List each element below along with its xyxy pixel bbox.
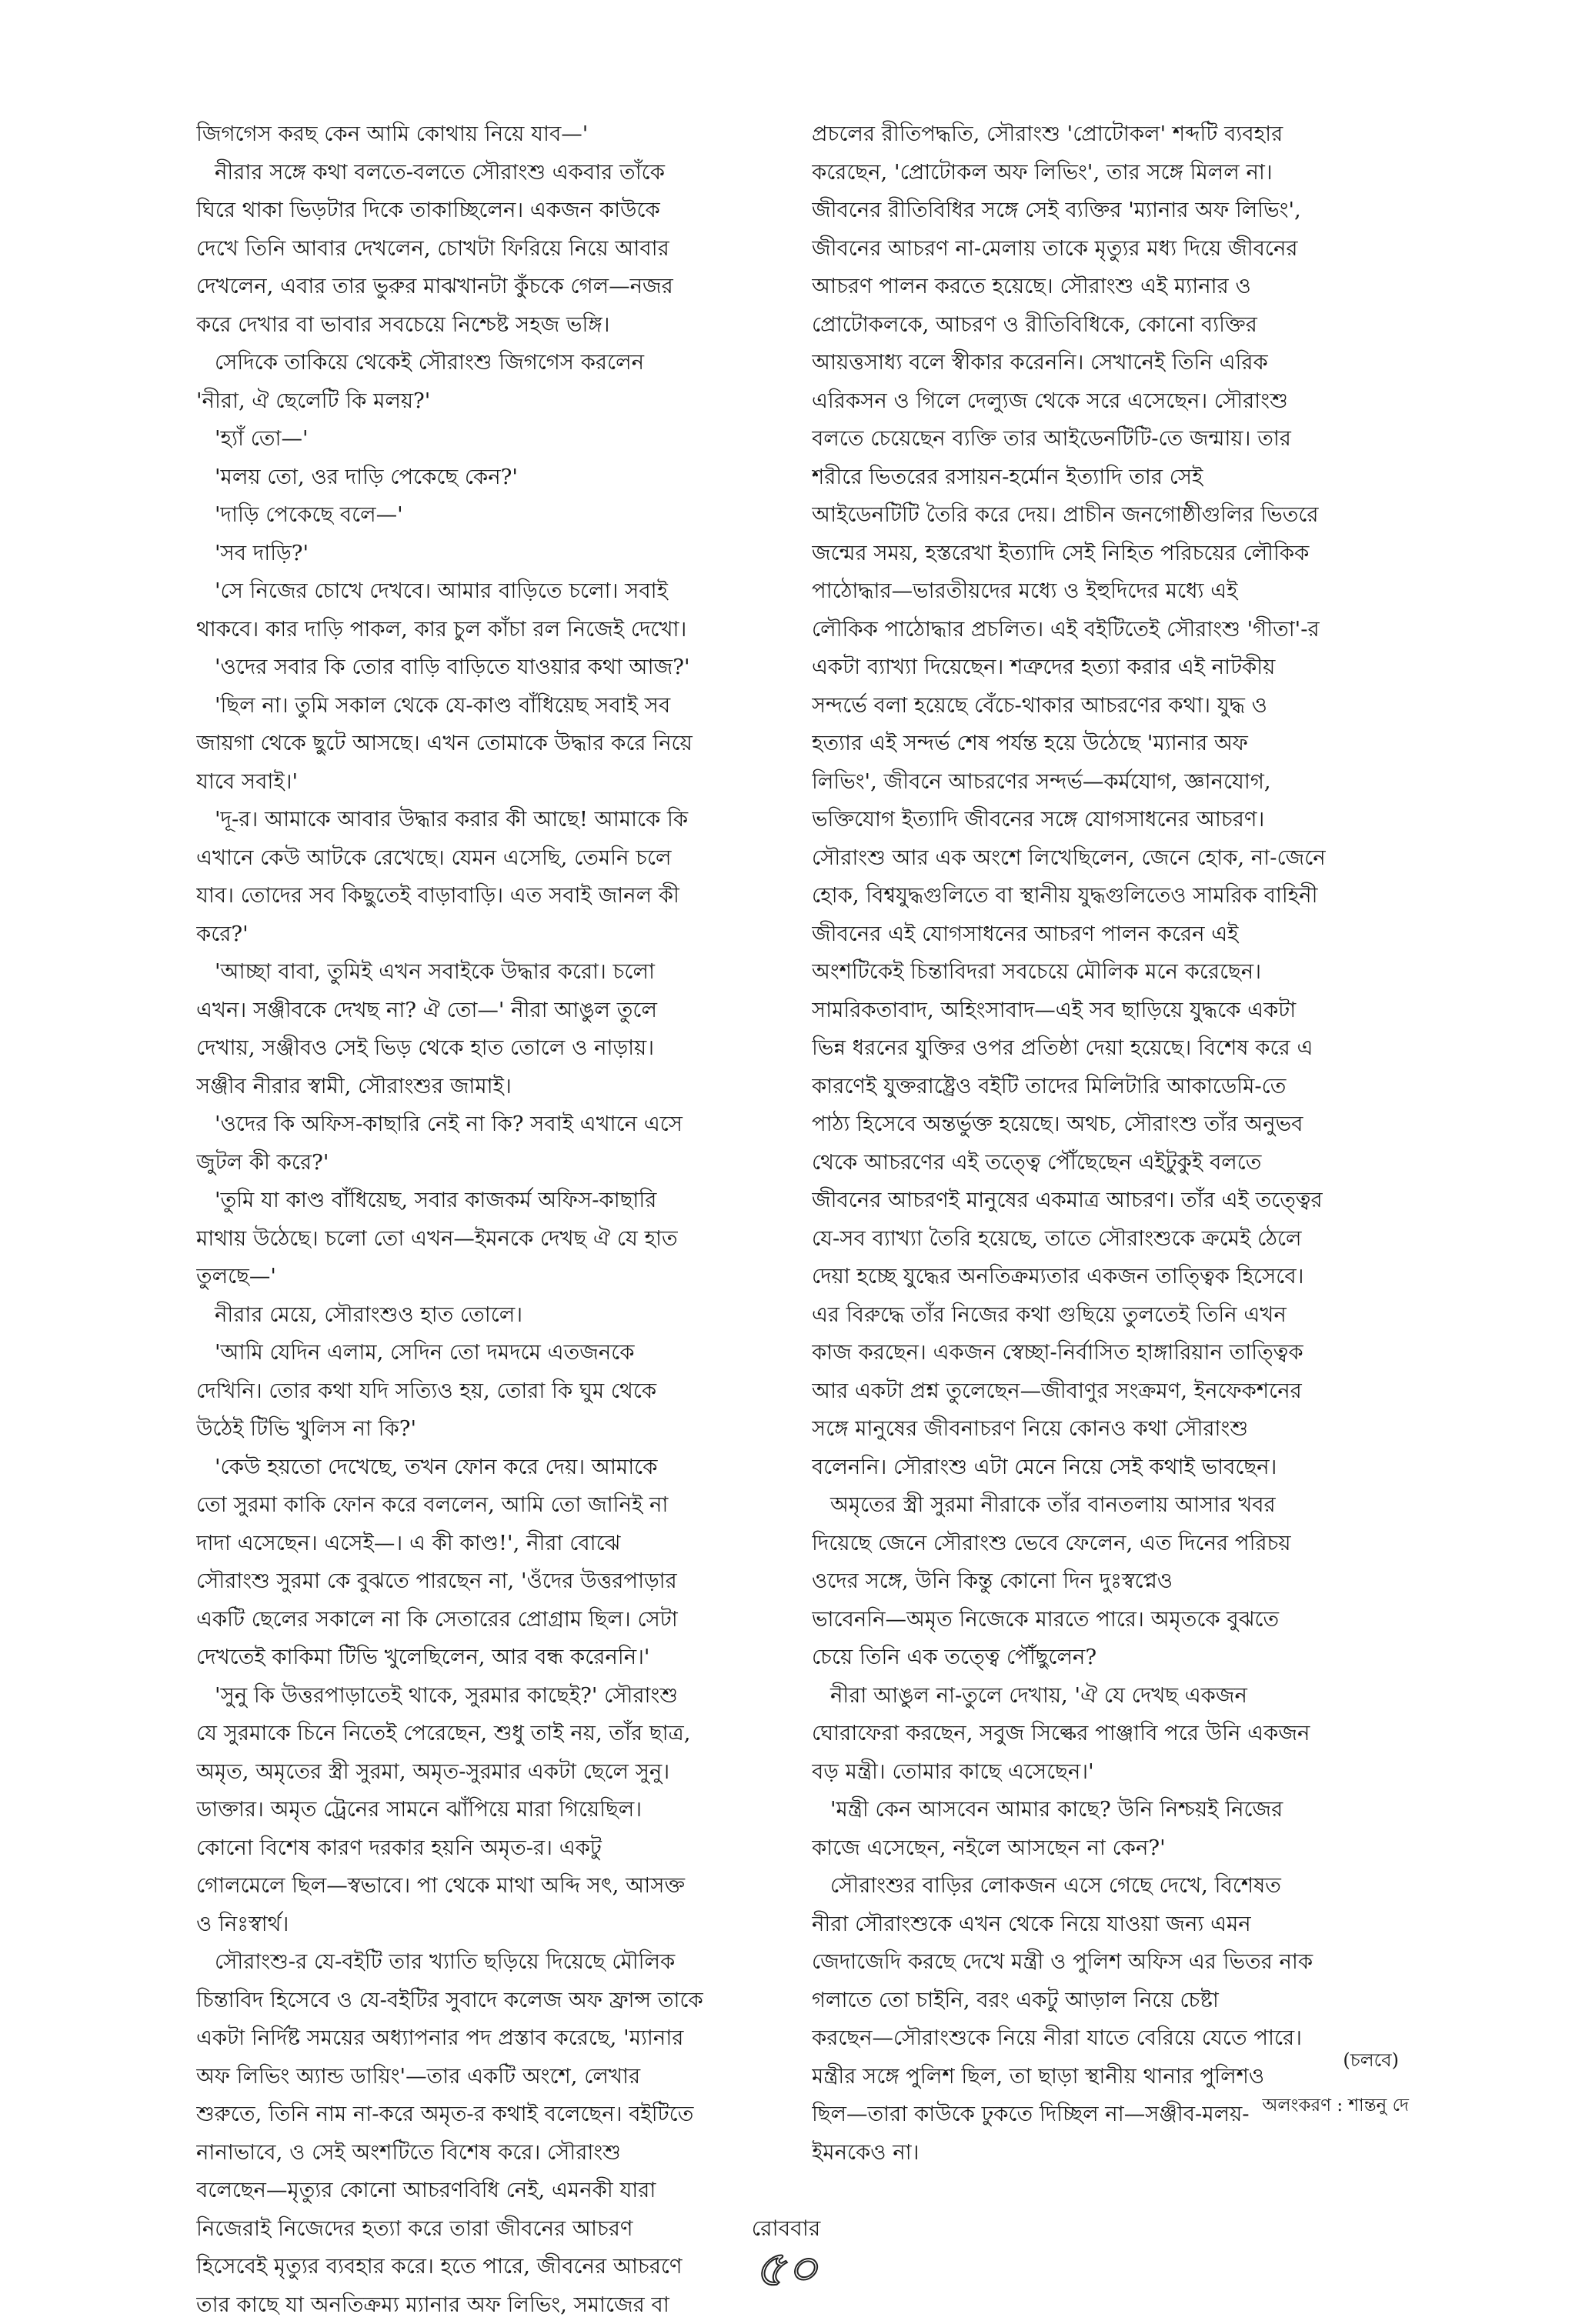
text-line: ছিল—তারা কাউকে ঢুকতে দিচ্ছিল না—সঞ্জীব-মলয়- xyxy=(812,2096,1381,2134)
text-line: ভাবেননি—অমৃত নিজেকে মারতে পারে। অমৃতকে বুঝতে xyxy=(812,1601,1381,1639)
text-line: যাব। তোদের সব কিছুতেই বাড়াবাড়ি। এত সবাই জানল কী xyxy=(196,877,766,915)
text-line: চিন্তাবিদ হিসেবে ও যে-বইটির সুবাদে কলেজ অফ ফ্রান্স তাকে xyxy=(196,1982,766,2020)
text-line: উঠেই টিভি খুলিস না কি?' xyxy=(196,1410,766,1449)
text-line: জীবনের আচরণ না-মেলায় তাকে মৃত্যুর মধ্য দিয়ে জীবনের xyxy=(812,230,1381,268)
text-line: বলতে চেয়েছেন ব্যক্তি তার আইডেনটিটি-তে জন্মায়। তার xyxy=(812,420,1381,458)
text-line: নীরার সঙ্গে কথা বলতে-বলতে সৌরাংশু একবার তাঁকে xyxy=(196,154,766,192)
text-line: জীবনের এই যোগসাধনের আচরণ পালন করেন এই xyxy=(812,915,1381,954)
text-line: দেখিনি। তোর কথা যদি সত্যিও হয়, তোরা কি ঘুম থেকে xyxy=(196,1372,766,1411)
text-line: সৌরাংশু আর এক অংশে লিখেছিলেন, জেনে হোক, না-জেনে xyxy=(812,839,1381,878)
text-line: এখন। সঞ্জীবকে দেখছ না? ঐ তো—' নীরা আঙুল তুলে xyxy=(196,992,766,1030)
text-line: জায়গা থেকে ছুটে আসছে। এখন তোমাকে উদ্ধার করে নিয়ে xyxy=(196,725,766,763)
text-line: একটা নির্দিষ্ট সময়ের অধ্যাপনার পদ প্রস্তাব করেছে, 'ম্যানার xyxy=(196,2019,766,2058)
text-line: করে?' xyxy=(196,915,766,954)
text-line: বড় মন্ত্রী। তোমার কাছে এসেছেন।' xyxy=(812,1753,1381,1792)
text-line: 'ছিল না। তুমি সকাল থেকে যে-কাণ্ড বাঁধিয়েছ সবাই সব xyxy=(196,687,766,725)
text-line: জীবনের রীতিবিধির সঙ্গে সেই ব্যক্তির 'ম্যানার অফ লিভিং', xyxy=(812,192,1381,230)
text-line: যে-সব ব্যাখ্যা তৈরি হয়েছে, তাতে সৌরাংশুকে ক্রমেই ঠেলে xyxy=(812,1220,1381,1259)
text-line: নীরা সৌরাংশুকে এখন থেকে নিয়ে যাওয়া জন্য এমন xyxy=(812,1906,1381,1944)
text-line: ঘিরে থাকা ভিড়টার দিকে তাকাচ্ছিলেন। একজন কাউকে xyxy=(196,192,766,230)
text-line: জীবনের আচরণই মানুষের একমাত্র আচরণ। তাঁর এই তত্ত্বের xyxy=(812,1182,1381,1220)
text-line: প্রচলের রীতিপদ্ধতি, সৌরাংশু 'প্রোটোকল' শব্দটি ব্যবহার xyxy=(812,115,1381,154)
text-line: দেখে তিনি আবার দেখলেন, চোখটা ফিরিয়ে নিয়ে আবার xyxy=(196,230,766,268)
text-line: 'মলয় তো, ওর দাড়ি পেকেছে কেন?' xyxy=(196,458,766,497)
text-line: হিসেবেই মৃত্যুর ব্যবহার করে। হতে পারে, জীবনের আচরণে xyxy=(196,2248,766,2286)
text-line: দেয়া হচ্ছে যুদ্ধের অনতিক্রম্যতার একজন তাত্ত্বিক হিসেবে। xyxy=(812,1258,1381,1296)
text-line: এর বিরুদ্ধে তাঁর নিজের কথা গুছিয়ে তুলতেই তিনি এখন xyxy=(812,1296,1381,1335)
text-line: জিগগেস করছ কেন আমি কোথায় নিয়ে যাব—' xyxy=(196,115,766,154)
text-line: চেয়ে তিনি এক তত্ত্বে পৌঁছুলেন? xyxy=(812,1639,1381,1677)
text-line: সামরিকতাবাদ, অহিংসাবাদ—এই সব ছাড়িয়ে যুদ্ধকে একটা xyxy=(812,992,1381,1030)
text-line: কাজ করছেন। একজন স্বেচ্ছা-নির্বাসিত হাঙ্গারিয়ান তাত্ত্বিক xyxy=(812,1334,1381,1372)
text-line: থেকে আচরণের এই তত্ত্বে পৌঁছেছেন এইটুকুই বলতে xyxy=(812,1144,1381,1182)
text-line: লিভিং', জীবনে আচরণের সন্দর্ভ—কর্মযোগ, জ্ঞানযোগ, xyxy=(812,763,1381,802)
text-line: 'ওদের কি অফিস-কাছারি নেই না কি? সবাই এখানে এসে xyxy=(196,1105,766,1144)
text-line: যে সুরমাকে চিনে নিতেই পেরেছেন, শুধু তাই নয়, তাঁর ছাত্র, xyxy=(196,1715,766,1753)
text-line: এখানে কেউ আটকে রেখেছে। যেমন এসেছি, তেমনি চলে xyxy=(196,839,766,878)
text-line: সঙ্গে মানুষের জীবনাচরণ নিয়ে কোনও কথা সৌরাংশু xyxy=(812,1410,1381,1449)
text-line: জন্মের সময়, হস্তরেখা ইত্যাদি সেই নিহিত পরিচয়ের লৌকিক xyxy=(812,535,1381,573)
text-line: করে দেখার বা ভাবার সবচেয়ে নিশ্চেষ্ট সহজ ভঙ্গি। xyxy=(196,306,766,345)
continued-note: (চলবে) xyxy=(1343,2046,1399,2077)
text-line: করেছেন, 'প্রোটোকল অফ লিভিং', তার সঙ্গে মিলল না। xyxy=(812,154,1381,192)
text-line: 'নীরা, ঐ ছেলেটি কি মলয়?' xyxy=(196,382,766,421)
text-line: অমৃতের স্ত্রী সুরমা নীরাকে তাঁর বানতলায় আসার খবর xyxy=(812,1486,1381,1525)
text-line: 'মন্ত্রী কেন আসবেন আমার কাছে? উনি নিশ্চয়ই নিজের xyxy=(812,1791,1381,1829)
text-line: আইডেনটিটি তৈরি করে দেয়। প্রাচীন জনগোষ্ঠীগুলির ভিতরে xyxy=(812,496,1381,535)
text-line: জেদাজেদি করছে দেখে মন্ত্রী ও পুলিশ অফিস এর ভিতর নাক xyxy=(812,1943,1381,1982)
text-line: 'কেউ হয়তো দেখেছে, তখন ফোন করে দেয়। আমাকে xyxy=(196,1449,766,1487)
text-line: জুটল কী করে?' xyxy=(196,1144,766,1182)
text-line: সঞ্জীব নীরার স্বামী, সৌরাংশুর জামাই। xyxy=(196,1068,766,1106)
text-line: পাঠোদ্ধার—ভারতীয়দের মধ্যে ও ইহুদিদের মধ্যে এই xyxy=(812,572,1381,611)
text-line: কারণেই যুক্তরাষ্ট্রেও বইটি তাদের মিলিটারি আকাডেমি-তে xyxy=(812,1068,1381,1106)
text-line: থাকবে। কার দাড়ি পাকল, কার চুল কাঁচা রল নিজেই দেখো। xyxy=(196,611,766,649)
text-line: শুরুতে, তিনি নাম না-করে অমৃত-র কথাই বলেছেন। বইটিতে xyxy=(196,2096,766,2134)
text-line: ভক্তিযোগ ইত্যাদি জীবনের সঙ্গে যোগসাধনের আচরণ। xyxy=(812,801,1381,839)
text-line: গলাতে তো চাইনি, বরং একটু আড়াল নিয়ে চেষ্টা xyxy=(812,1982,1381,2020)
text-line: ভিন্ন ধরনের যুক্তির ওপর প্রতিষ্ঠা দেয়া হয়েছে। বিশেষ করে এ xyxy=(812,1029,1381,1068)
text-line: 'সব দাড়ি?' xyxy=(196,535,766,573)
text-line: দেখলেন, এবার তার ভুরুর মাঝখানটা কুঁচকে গেল—নজর xyxy=(196,268,766,306)
text-line: ও নিঃস্বার্থ। xyxy=(196,1906,766,1944)
text-line: তুলছে—' xyxy=(196,1258,766,1296)
text-line: অংশটিকেই চিন্তাবিদরা সবচেয়ে মৌলিক মনে করেছেন। xyxy=(812,953,1381,992)
text-line: দাদা এসেছেন। এসেই—। এ কী কাণ্ড!', নীরা বোঝে xyxy=(196,1525,766,1563)
left-column xyxy=(196,115,766,2324)
text-line: অমৃত, অমৃতের স্ত্রী সুরমা, অমৃত-সুরমার একটা ছেলে সুনু। xyxy=(196,1753,766,1792)
text-line: বলেছেন—মৃত্যুর কোনো আচরণবিধি নেই, এমনকী যারা xyxy=(196,2172,766,2210)
text-line: আর একটা প্রশ্ন তুলেছেন—জীবাণুর সংক্রমণ, ইনফেকশনের xyxy=(812,1372,1381,1411)
text-line: দেখায়, সঞ্জীবও সেই ভিড় থেকে হাত তোলে ও নাড়ায়। xyxy=(196,1029,766,1068)
text-line: হোক, বিশ্বযুদ্ধগুলিতে বা স্থানীয় যুদ্ধগুলিতেও সামরিক বাহিনী xyxy=(812,877,1381,915)
text-line: মাথায় উঠেছে। চলো তো এখন—ইমনকে দেখছ ঐ যে হাত xyxy=(196,1220,766,1259)
text-line: দিয়েছে জেনে সৌরাংশু ভেবে ফেলেন, এত দিনের পরিচয় xyxy=(812,1525,1381,1563)
text-line: 'আমি যেদিন এলাম, সেদিন তো দমদমে এতজনকে xyxy=(196,1334,766,1372)
text-line: দেখতেই কাকিমা টিভি খুলেছিলেন, আর বন্ধ করেননি।' xyxy=(196,1639,766,1677)
text-line: সৌরাংশু সুরমা কে বুঝতে পারছেন না, 'ওঁদের উত্তরপাড়ার xyxy=(196,1562,766,1601)
text-line: 'আচ্ছা বাবা, তুমিই এখন সবাইকে উদ্ধার করো। চলো xyxy=(196,953,766,992)
text-line: 'দূ-র। আমাকে আবার উদ্ধার করার কী আছে! আমাকে কি xyxy=(196,801,766,839)
text-line: তো সুরমা কাকি ফোন করে বললেন, আমি তো জানিই না xyxy=(196,1486,766,1525)
text-line: পাঠ্য হিসেবে অন্তর্ভুক্ত হয়েছে। অথচ, সৌরাংশু তাঁর অনুভব xyxy=(812,1105,1381,1144)
illustration-credit: অলংকরণ : শান্তনু দে xyxy=(1262,2091,1409,2121)
text-line: তার কাছে যা অনতিক্রম্য ম্যানার অফ লিভিং, সমাজের বা xyxy=(196,2286,766,2324)
text-line: সৌরাংশুর বাড়ির লোকজন এসে গেছে দেখে, বিশেষত xyxy=(812,1867,1381,1906)
text-line: নিজেরাই নিজেদের হত্যা করে তারা জীবনের আচরণ xyxy=(196,2210,766,2249)
text-line: কাজে এসেছেন, নইলে আসছেন না কেন?' xyxy=(812,1829,1381,1868)
right-column xyxy=(812,115,1381,2172)
text-line: একটা ব্যাখ্যা দিয়েছেন। শত্রুদের হত্যা করার এই নাটকীয় xyxy=(812,649,1381,687)
text-line: কোনো বিশেষ কারণ দরকার হয়নি অমৃত-র। একটু xyxy=(196,1829,766,1868)
text-line: হত্যার এই সন্দর্ভ শেষ পর্যন্ত হয়ে উঠেছে 'ম্যানার অফ xyxy=(812,725,1381,763)
text-line: ইমনকেও না। xyxy=(812,2134,1381,2172)
text-line: সন্দর্ভে বলা হয়েছে বেঁচে-থাকার আচরণের কথা। যুদ্ধ ও xyxy=(812,687,1381,725)
text-line: এরিকসন ও গিলে দেল্যুজ থেকে সরে এসেছেন। সৌরাংশু xyxy=(812,382,1381,421)
text-line: বলেননি। সৌরাংশু এটা মেনে নিয়ে সেই কথাই ভাবছেন। xyxy=(812,1449,1381,1487)
text-line: সেদিকে তাকিয়ে থেকেই সৌরাংশু জিগগেস করলেন xyxy=(196,344,766,382)
text-line: 'দাড়ি পেকেছে বলে—' xyxy=(196,496,766,535)
publication-name: রোববার xyxy=(0,2212,1572,2248)
text-line: আচরণ পালন করতে হয়েছে। সৌরাংশু এই ম্যানার ও xyxy=(812,268,1381,306)
text-line: লৌকিক পাঠোদ্ধার প্রচলিত। এই বইটিতেই সৌরাংশু 'গীতা'-র xyxy=(812,611,1381,649)
text-line: 'তুমি যা কাণ্ড বাঁধিয়েছ, সবার কাজকর্ম অফিস-কাছারি xyxy=(196,1182,766,1220)
page-number: ৫০ xyxy=(0,2242,1572,2296)
text-line: শরীরে ভিতরের রসায়ন-হর্মোন ইত্যাদি তার সেই xyxy=(812,458,1381,497)
text-line: ঘোরাফেরা করছেন, সবুজ সিল্কের পাঞ্জাবি পরে উনি একজন xyxy=(812,1715,1381,1753)
text-line: 'হ্যাঁ তো—' xyxy=(196,420,766,458)
text-line: অফ লিভিং অ্যান্ড ডায়িং'—তার একটি অংশে, লেখার xyxy=(196,2058,766,2096)
text-line: নানাভাবে, ও সেই অংশটিতে বিশেষ করে। সৌরাংশু xyxy=(196,2134,766,2172)
text-line: 'সুনু কি উত্তরপাড়াতেই থাকে, সুরমার কাছেই?' সৌরাংশু xyxy=(196,1677,766,1715)
text-line: মন্ত্রীর সঙ্গে পুলিশ ছিল, তা ছাড়া স্থানীয় থানার পুলিশও xyxy=(812,2058,1381,2096)
text-line: ওদের সঙ্গে, উনি কিন্তু কোনো দিন দুঃস্বপ্নেও xyxy=(812,1562,1381,1601)
text-line: প্রোটোকলকে, আচরণ ও রীতিবিধিকে, কোনো ব্যক্তির xyxy=(812,306,1381,345)
text-line: নীরা আঙুল না-তুলে দেখায়, 'ঐ যে দেখছ একজন xyxy=(812,1677,1381,1715)
text-line: সৌরাংশু-র যে-বইটি তার খ্যাতি ছড়িয়ে দিয়েছে মৌলিক xyxy=(196,1943,766,1982)
text-line: একটি ছেলের সকালে না কি সেতারের প্রোগ্রাম ছিল। সেটা xyxy=(196,1601,766,1639)
text-line: 'ওদের সবার কি তোর বাড়ি বাড়িতে যাওয়ার কথা আজ?' xyxy=(196,649,766,687)
text-line: ডাক্তার। অমৃত ট্রেনের সামনে ঝাঁপিয়ে মারা গিয়েছিল। xyxy=(196,1791,766,1829)
text-line: 'সে নিজের চোখে দেখবে। আমার বাড়িতে চলো। সবাই xyxy=(196,572,766,611)
text-line: নীরার মেয়ে, সৌরাংশুও হাত তোলে। xyxy=(196,1296,766,1335)
text-line: আয়ত্তসাধ্য বলে স্বীকার করেননি। সেখানেই তিনি এরিক xyxy=(812,344,1381,382)
text-line: করছেন—সৌরাংশুকে নিয়ে নীরা যাতে বেরিয়ে যেতে পারে। xyxy=(812,2019,1381,2058)
text-line: যাবে সবাই।' xyxy=(196,763,766,802)
text-line: গোলমেলে ছিল—স্বভাবে। পা থেকে মাথা অব্দি সৎ, আসক্ত xyxy=(196,1867,766,1906)
